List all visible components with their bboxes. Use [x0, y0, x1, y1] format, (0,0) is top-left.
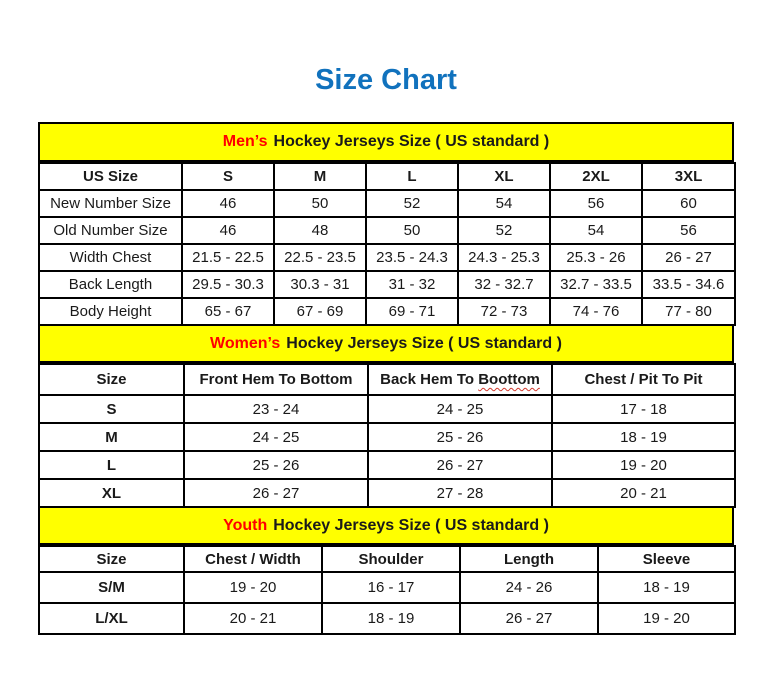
mens-cell-3-4: 32.7 - 33.5 [550, 271, 642, 298]
mens-row-3 [39, 271, 735, 298]
mens-row-label-4: Body Height [39, 298, 182, 325]
womens-row-label-0: S [39, 395, 184, 423]
mens-cell-4-3: 72 - 73 [458, 298, 550, 325]
womens-header-row [39, 364, 735, 395]
mens-cell-0-0: 46 [182, 190, 274, 217]
mens-band-category-label: Men’s [222, 133, 268, 150]
mens-row-label-0: New Number Size [39, 190, 182, 217]
mens-cell-1-5: 56 [642, 217, 735, 244]
mens-cell-1-4: 54 [550, 217, 642, 244]
mens-cell-1-3: 52 [458, 217, 550, 244]
womens-column-header-1: Front Hem To Bottom [184, 364, 368, 395]
mens-row-label-1: Old Number Size [39, 217, 182, 244]
womens-row-1 [39, 423, 735, 451]
youth-section-header-band [38, 508, 734, 545]
womens-cell-3-2: 20 - 21 [552, 479, 735, 507]
womens-cell-0-2: 17 - 18 [552, 395, 735, 423]
womens-row-label-2: L [39, 451, 184, 479]
mens-cell-0-5: 60 [642, 190, 735, 217]
womens-section-header-band [38, 326, 734, 363]
mens-column-header-3: L [366, 163, 458, 190]
mens-cell-3-0: 29.5 - 30.3 [182, 271, 274, 298]
size-chart-stack [38, 122, 734, 635]
womens-cell-2-2: 19 - 20 [552, 451, 735, 479]
youth-cell-1-3: 19 - 20 [598, 603, 735, 634]
youth-band-title-text: Hockey Jerseys Size ( US standard ) [273, 516, 549, 534]
mens-row-label-2: Width Chest [39, 244, 182, 271]
womens-column-header-3: Chest / Pit To Pit [552, 364, 735, 395]
womens-column-header-2: Back Hem To Boottom [368, 364, 552, 395]
mens-cell-4-4: 74 - 76 [550, 298, 642, 325]
womens-cell-1-0: 24 - 25 [184, 423, 368, 451]
mens-cell-4-2: 69 - 71 [366, 298, 458, 325]
youth-cell-1-0: 20 - 21 [184, 603, 322, 634]
mens-cell-3-5: 33.5 - 34.6 [642, 271, 735, 298]
mens-cell-1-1: 48 [274, 217, 366, 244]
womens-cell-2-1: 26 - 27 [368, 451, 552, 479]
mens-cell-0-3: 54 [458, 190, 550, 217]
mens-column-header-4: XL [458, 163, 550, 190]
youth-column-header-0: Size [39, 546, 184, 572]
mens-section-header-band [38, 122, 734, 162]
womens-row-label-1: M [39, 423, 184, 451]
mens-column-header-5: 2XL [550, 163, 642, 190]
youth-row-label-1: L/XL [39, 603, 184, 634]
youth-size-section [38, 508, 734, 635]
youth-cell-0-3: 18 - 19 [598, 572, 735, 603]
womens-row-2 [39, 451, 735, 479]
youth-column-header-1: Chest / Width [184, 546, 322, 572]
womens-cell-3-1: 27 - 28 [368, 479, 552, 507]
youth-size-table [38, 545, 736, 635]
youth-cell-0-0: 19 - 20 [184, 572, 322, 603]
mens-column-header-2: M [274, 163, 366, 190]
mens-cell-4-5: 77 - 80 [642, 298, 735, 325]
youth-row-0 [39, 572, 735, 603]
mens-cell-1-0: 46 [182, 217, 274, 244]
womens-cell-3-0: 26 - 27 [184, 479, 368, 507]
mens-column-header-0: US Size [39, 163, 182, 190]
womens-band-title-text: Hockey Jerseys Size ( US standard ) [286, 334, 562, 352]
youth-cell-0-2: 24 - 26 [460, 572, 598, 603]
youth-column-header-4: Sleeve [598, 546, 735, 572]
mens-cell-2-3: 24.3 - 25.3 [458, 244, 550, 271]
mens-column-header-6: 3XL [642, 163, 735, 190]
mens-cell-0-4: 56 [550, 190, 642, 217]
youth-cell-0-1: 16 - 17 [322, 572, 460, 603]
youth-band-category-label: Youth [223, 516, 268, 534]
youth-header-row [39, 546, 735, 572]
page-title: Size Chart [315, 64, 457, 96]
womens-size-section [38, 326, 734, 508]
mens-cell-2-1: 22.5 - 23.5 [274, 244, 366, 271]
youth-row-label-0: S/M [39, 572, 184, 603]
youth-row-1 [39, 603, 735, 634]
mens-size-section [38, 122, 734, 326]
mens-column-header-1: S [182, 163, 274, 190]
mens-cell-2-2: 23.5 - 24.3 [366, 244, 458, 271]
womens-row-label-3: XL [39, 479, 184, 507]
youth-cell-1-2: 26 - 27 [460, 603, 598, 634]
womens-cell-2-0: 25 - 26 [184, 451, 368, 479]
mens-header-row [39, 163, 735, 190]
mens-cell-3-3: 32 - 32.7 [458, 271, 550, 298]
youth-column-header-3: Length [460, 546, 598, 572]
mens-cell-0-1: 50 [274, 190, 366, 217]
youth-cell-1-1: 18 - 19 [322, 603, 460, 634]
mens-band-title-text: Hockey Jerseys Size ( US standard ) [273, 133, 550, 150]
mens-row-label-3: Back Length [39, 271, 182, 298]
misspelled-word: Boottom [478, 371, 540, 388]
mens-cell-0-2: 52 [366, 190, 458, 217]
mens-cell-2-4: 25.3 - 26 [550, 244, 642, 271]
mens-cell-2-0: 21.5 - 22.5 [182, 244, 274, 271]
youth-column-header-2: Shoulder [322, 546, 460, 572]
womens-row-0 [39, 395, 735, 423]
mens-cell-3-1: 30.3 - 31 [274, 271, 366, 298]
womens-cell-0-0: 23 - 24 [184, 395, 368, 423]
womens-column-header-0: Size [39, 364, 184, 395]
womens-cell-0-1: 24 - 25 [368, 395, 552, 423]
mens-cell-1-2: 50 [366, 217, 458, 244]
womens-cell-1-1: 25 - 26 [368, 423, 552, 451]
womens-cell-1-2: 18 - 19 [552, 423, 735, 451]
mens-size-table [38, 162, 736, 326]
womens-row-3 [39, 479, 735, 507]
mens-row-2 [39, 244, 735, 271]
womens-band-category-label: Women’s [210, 334, 281, 352]
mens-cell-2-5: 26 - 27 [642, 244, 735, 271]
mens-row-0 [39, 190, 735, 217]
mens-cell-3-2: 31 - 32 [366, 271, 458, 298]
mens-row-4 [39, 298, 735, 325]
womens-size-table [38, 363, 736, 508]
mens-cell-4-0: 65 - 67 [182, 298, 274, 325]
mens-row-1 [39, 217, 735, 244]
mens-cell-4-1: 67 - 69 [274, 298, 366, 325]
